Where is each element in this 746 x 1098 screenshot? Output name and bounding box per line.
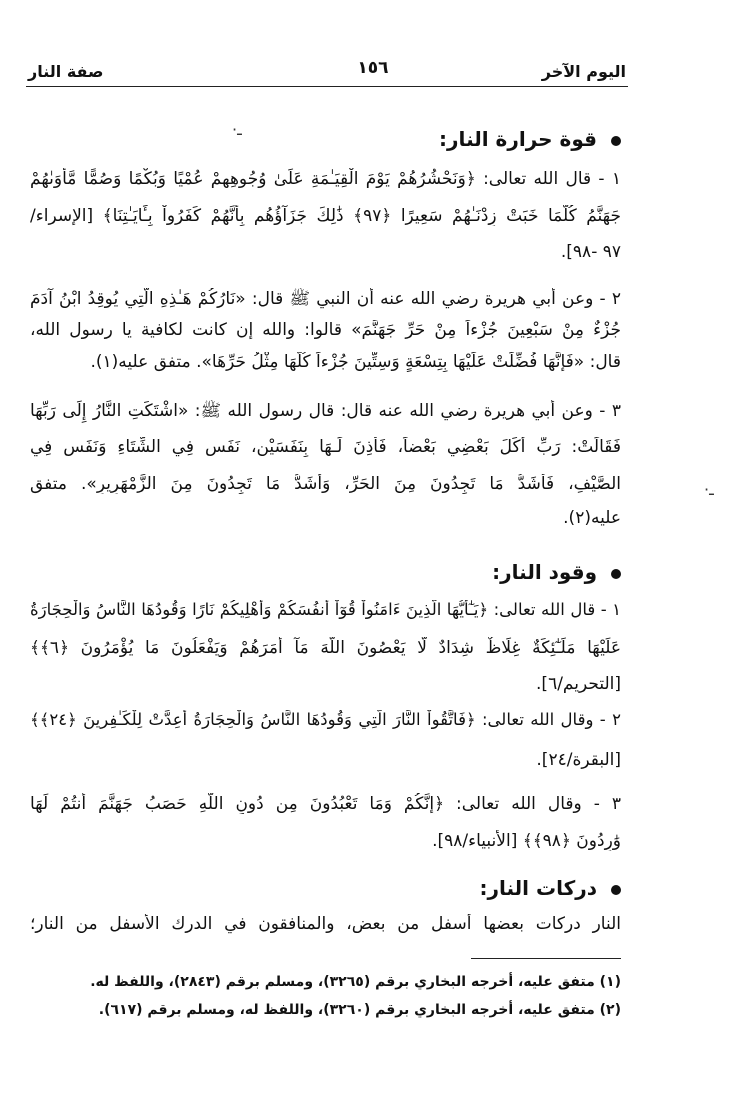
footnote: (٢) متفق عليه، أخرجه البخاري برقم (٣٢٦٠)، واللفظ له، ومسلم برقم (٦١٧). [98, 1002, 621, 1018]
text-line: [التحريم/٦]. [536, 674, 621, 694]
stray-mark: ـ· [704, 480, 714, 499]
text-line: قال: «فَإِنَّهَا فُضِّلَتْ عَلَيْهَا بِتِسْعَةٍ وَسِتِّينَ جُزْءاً كُلُّهَا مِثْلُ حَرِّهَا». متفق عليه(١). [90, 352, 621, 372]
text-line: [البقرة/٢٤]. [536, 750, 621, 770]
section-heading [439, 127, 621, 151]
footnote-divider [471, 958, 621, 959]
text-line: ١ - قال الله تعالى: ﴿وَنَحْشُرُهُمْ يَوْمَ الْقِيَـٰمَةِ عَلَىٰ وُجُوهِهِمْ عُمْيًا وَبُكْمًا وَصُمًّا مَّأْوَىٰهُمْ [30, 169, 621, 189]
text-line: وَٰرِدُونَ ﴿٩٨﴾﴾ [الأنبياء/٩٨]. [432, 831, 621, 851]
page-number: ١٥٦ [357, 58, 389, 78]
section-heading [492, 560, 621, 584]
stray-mark: ـ· [232, 120, 242, 139]
section-heading-text: دركات النار: [479, 876, 597, 900]
text-line: جَهَنَّمُ كُلَّمَا خَبَتْ زِدْنَـٰهُمْ سَعِيرًا ﴿٩٧﴾ ذَٰلِكَ جَزَآؤُهُم بِأَنَّهُمْ كَفَرُواْ بِـَٔايَـٰتِنَا﴾ [الإسراء/ [30, 206, 621, 226]
text-line: جُزْءٌ مِنْ سَبْعِينَ جُزْءاً مِنْ حَرِّ جَهَنَّمَ» قالوا: والله إن كانت لكافية يا رسول الله، [30, 320, 621, 340]
bullet-icon [611, 136, 621, 146]
text-line: فَقَالَتْ: رَبِّ أَكَلَ بَعْضِي بَعْضاً، فَأَذِنَ لَـهَا بِنَفَسَيْنِ، نَفَسٍ فِي الشِّتَاءِ وَنَفَسٍ فِي [30, 437, 621, 457]
text-line: ٣ - وعن أبي هريرة رضي الله عنه قال: قال رسول الله ﷺ: «اشْتَكَتِ النَّارُ إِلَى رَبِّهَا [30, 401, 621, 421]
text-line: ٢ - وقال الله تعالى: ﴿فَاتَّقُواْ النَّارَ الَّتِي وَقُودُهَا النَّاسُ وَالْحِجَارَةُ أُعِدَّتْ لِلْكَـٰفِرِينَ ﴿٢٤﴾﴾ [30, 710, 621, 729]
text-line: عليه(٢). [563, 508, 621, 528]
section-heading-text: قوة حرارة النار: [439, 127, 597, 151]
section-heading [479, 876, 621, 900]
header-divider [26, 86, 628, 87]
text-line: ٣ - وقال الله تعالى: ﴿إِنَّكُمْ وَمَا تَعْبُدُونَ مِن دُونِ اللَّهِ حَصَبُ جَهَنَّمَ أَنتُمْ لَهَا [30, 794, 621, 814]
text-line: النار دركات بعضها أسفل من بعض، والمنافقون في الدرك الأسفل من النار؛ [30, 914, 621, 934]
bullet-icon [611, 569, 621, 579]
text-line: ٩٧ -٩٨]. [560, 242, 621, 262]
text-line: الصَّيْفِ، فَأَشَدُّ مَا تَجِدُونَ مِنَ الحَرِّ، وَأَشَدُّ مَا تَجِدُونَ مِنَ الزَّمْهَرِيرِ». متفق [30, 474, 621, 494]
text-line: ٢ - وعن أبي هريرة رضي الله عنه أن النبي ﷺ قال: «نَارُكُمْ هَـٰذِهِ الَّتِي يُوقِدُ ابْنُ آدَمَ [30, 289, 621, 309]
running-header-section-title: صفة النار [28, 62, 104, 81]
section-heading-text: وقود النار: [492, 560, 597, 584]
bullet-icon [611, 885, 621, 895]
running-header-book-title: اليوم الآخر [541, 62, 626, 81]
text-line: عَلَيْهَا مَلَـٰٓئِكَةٌ غِلَاظٌ شِدَادٌ لَّا يَعْصُونَ اللَّهَ مَآ أَمَرَهُمْ وَيَفْعَلُونَ مَا يُؤْمَرُونَ ﴿٦﴾﴾ [30, 638, 621, 658]
footnote: (١) متفق عليه، أخرجه البخاري برقم (٣٢٦٥)، ومسلم برقم (٢٨٤٣)، واللفظ له. [90, 974, 621, 990]
text-line: ١ - قال الله تعالى: ﴿يَـٰٓأَيُّهَا الَّذِينَ ءَامَنُواْ قُوٓاْ أَنفُسَكُمْ وَأَهْلِيكُمْ نَارًا وَقُودُهَا النَّاسُ وَالْحِجَارَةُ [30, 600, 621, 619]
